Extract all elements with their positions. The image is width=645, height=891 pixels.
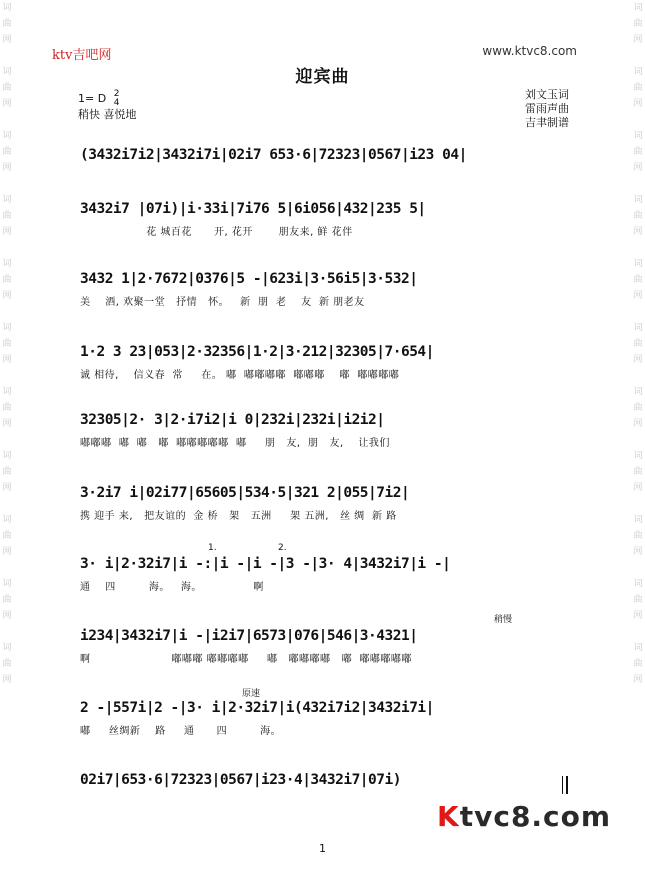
credits: [525, 88, 569, 130]
composer: 雷雨声曲: [525, 102, 569, 115]
lyricist: 刘文玉词: [525, 88, 569, 101]
logo-rest: tvc8.com: [459, 800, 612, 833]
notation-line: 32305|2· 3|2·i7i2|i 0|232i|232i|i2i2|: [80, 412, 385, 428]
lyrics-line: 嘟 丝绸新 路 通 四 海。: [80, 726, 282, 737]
notation-line: 1·2 3 23|053|2·32356|1·2|3·212|32305|7·654|: [80, 344, 434, 360]
key-label: 1= D: [78, 92, 107, 105]
lyrics-line: 花 城百花 开, 花开 朋友来, 鲜 花伴: [80, 227, 353, 238]
notation-line: 3·2i7 i|02i77|65605|534·5|321 2|055|7i2|: [80, 485, 410, 501]
time-signature: [114, 90, 120, 108]
time-sig-bottom: 4: [113, 98, 120, 108]
notation-line: 02i7|653·6|72323|0567|i23·4|3432i7|07i): [80, 772, 401, 788]
notation-line: 3432 1|2·7672|0376|5 -|623i|3·56i5|3·532|: [80, 271, 418, 287]
notation-line: 3432i7 |07i)|i·33i|7i76 5|6i056|432|235 5|: [80, 201, 426, 217]
key-signature: [78, 90, 119, 108]
lyrics-line: 携 迎手 来, 把友谊的 金 桥 架 五洲 架 五洲, 丝 绸 新 路: [80, 511, 397, 522]
final-barline-thick: [566, 776, 568, 794]
lyrics-line: 美 酒, 欢聚一堂 抒情 怀。 新 朋 老 友 新 朋老友: [80, 297, 365, 308]
site-url-right[interactable]: www.ktvc8.com: [482, 44, 577, 58]
song-title: 迎宾曲: [295, 67, 350, 87]
lyrics-line: 通 四 海。 海。 啊: [80, 582, 264, 593]
watermark-right: 词 曲 网 词 曲 网 词 曲 网 词 曲 网 词 曲 网 词 曲 网 词 曲 网 词 曲 网 词 曲 网 词 曲 网 词 曲 网: [633, 3, 643, 685]
transcriber: 吉聿制谱: [525, 116, 569, 129]
notation-line: 3· i|2·32i7|i -:|i -|i -|3 -|3· 4|3432i7|i -|: [80, 556, 451, 572]
lyrics-line: 啊 嘟嘟嘟 嘟嘟嘟嘟 嘟 嘟嘟嘟嘟 嘟 嘟嘟嘟嘟嘟: [80, 654, 412, 665]
lyrics-line: 诚 相待, 信义春 常 在。 嘟 嘟嘟嘟嘟 嘟嘟嘟 嘟 嘟嘟嘟嘟: [80, 370, 400, 381]
time-sig-top: 2: [113, 89, 120, 99]
page-number: 1: [319, 842, 326, 855]
volta-1: 1.: [208, 543, 217, 553]
notation-line: (3432i7i2|3432i7i|02i7 653·6|72323|0567|i23 04|: [80, 147, 467, 163]
site-name-left: ktv吉吧网: [52, 48, 112, 63]
tempo-marking: 稍快 喜悦地: [78, 108, 137, 121]
watermark-left: 词 曲 网 词 曲 网 词 曲 网 词 曲 网 词 曲 网 词 曲 网 词 曲 网 词 曲 网 词 曲 网 词 曲 网 词 曲 网: [2, 3, 12, 685]
tempo-slower: 稍慢: [494, 615, 513, 625]
final-barline-thin: [562, 776, 563, 794]
tempo-restore: 原速: [242, 689, 261, 699]
notation-line: i234|3432i7|i -|i2i7|6573|076|546|3·4321|: [80, 628, 418, 644]
logo-k: K: [437, 800, 460, 833]
site-logo: [437, 800, 611, 833]
notation-line: 2 -|557i|2 -|3· i|2·32i7|i(432i7i2|3432i7i|: [80, 700, 434, 716]
volta-2: 2.: [278, 543, 287, 553]
lyrics-line: 嘟嘟嘟 嘟 嘟 嘟 嘟嘟嘟嘟嘟 嘟 朋 友, 朋 友, 让我们: [80, 438, 390, 449]
